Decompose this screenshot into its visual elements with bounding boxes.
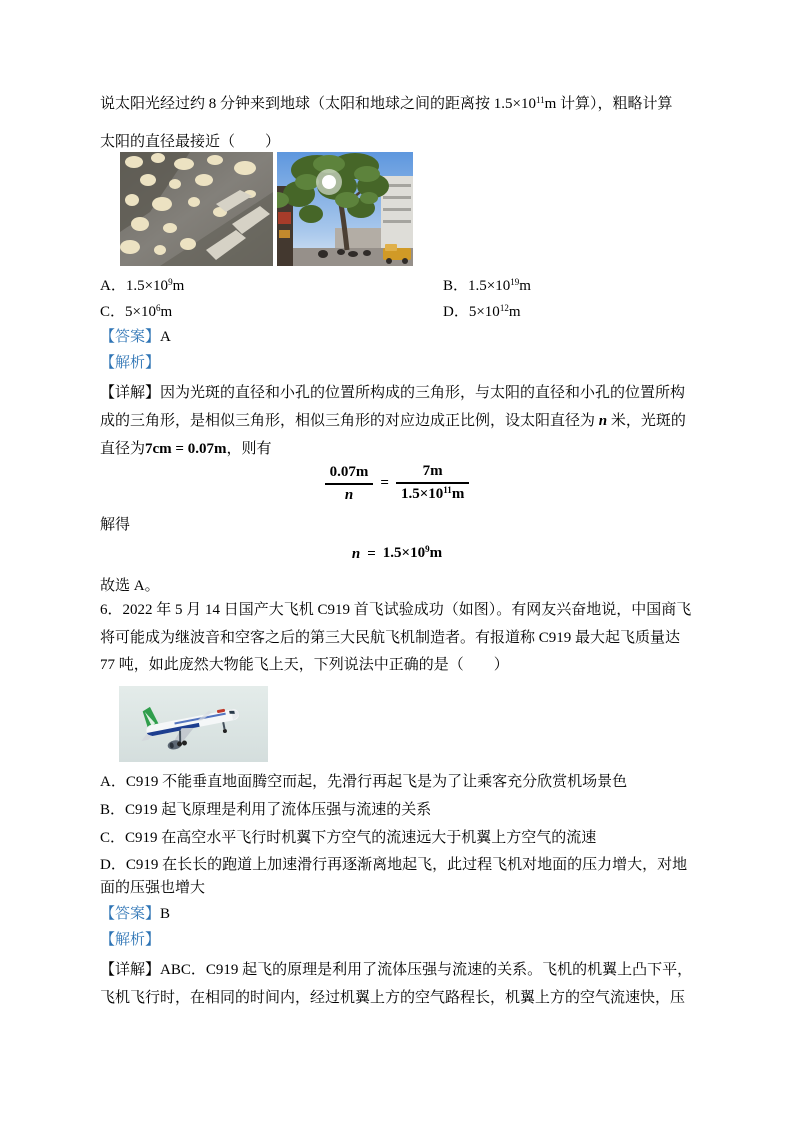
fraction-right-denominator: $1.5\times 10^{11}m$ <box>400 485 465 502</box>
q5-detail-line3 <box>100 440 271 459</box>
q6-option-c: C．C919 在高空水平飞行时机翼下方空气的流速远大于机翼上方空气的流速 <box>100 830 597 846</box>
q6-detail-line2: 飞机飞行时，在相同的时间内，经过机翼上方的空气路程长，机翼上方的空气流速快，压 <box>100 990 686 1006</box>
fraction-left-numerator: 0.07m <box>325 463 374 485</box>
q5-option-a <box>100 277 184 297</box>
q5-stem-exponent: 11 <box>535 95 545 105</box>
q5-option-d-label: D． <box>443 304 469 320</box>
q5-option-b-exponent: 19 <box>510 277 520 287</box>
q6-option-b: B．C919 起飞原理是利用了流体压强与流速的关系 <box>100 802 432 818</box>
q5-detail-text4: 直径为 <box>100 441 146 457</box>
q5-option-a-label: A． <box>100 278 126 294</box>
q5-detail-line2 <box>100 412 686 431</box>
q6-stem-line2: 将可能成为继波音和空客之后的第三大民航飞机制造者。有报道称 C919 最大起飞质量达 <box>100 630 681 646</box>
q6-stem-line3: 77 吨，如此庞然大物能飞上天，下列说法中正确的是（ ） <box>100 657 509 673</box>
answer-label: 【答案】 <box>100 329 161 345</box>
analysis-label: 【解析】 <box>100 355 161 371</box>
tree-with-sunlight-photo <box>277 152 413 266</box>
q5-solve-text: 解得 <box>100 517 131 533</box>
q6-detail-text1: ABC．C919 起飞的原理是利用了流体压强与流速的关系。飞机的机翼上凸下平， <box>160 962 693 978</box>
equals-sign-2: = <box>367 545 376 562</box>
q5-analysis-line <box>100 354 160 373</box>
sunlight-spots-illustration <box>120 152 273 266</box>
q5-option-a-value: 1.5×10 <box>125 278 169 294</box>
q5-option-d-unit: m <box>508 304 521 320</box>
q6-answer-value: B <box>160 906 171 922</box>
q5-detail-bold-value: 7cm = 0.07m <box>145 441 227 457</box>
q5-option-b-value: 1.5×10 <box>468 278 511 294</box>
q5-stem-text: 说太阳光经过约 8 分钟来到地球（太阳和地球之间的距离按 1.5×10 <box>100 96 536 112</box>
fraction-left <box>325 463 374 505</box>
q6-option-a: A．C919 不能垂直地面腾空而起，先滑行再起飞是为了让乘客充分欣赏机场景色 <box>100 774 628 790</box>
q5-conclusion: 故选 A。 <box>100 578 160 594</box>
q5-stem-line1 <box>100 95 673 115</box>
q5-detail-line1 <box>100 384 685 403</box>
fraction-left-denominator: n <box>344 486 354 503</box>
q5-option-c <box>100 303 172 323</box>
q5-option-b-unit: m <box>519 278 531 294</box>
q6-detail-line1 <box>100 961 692 980</box>
q5-option-c-exponent: 6 <box>155 303 161 313</box>
sunlight-spots-on-ground-photo <box>120 152 273 266</box>
q5-answer-value: A <box>160 329 171 345</box>
q5-option-d-exponent: 12 <box>499 303 509 313</box>
detail-label: 【详解】 <box>100 385 161 401</box>
q6-answer-line <box>100 905 170 924</box>
q5-stem-text-2: m 计算），粗略计算 <box>544 96 673 112</box>
equals-sign: = <box>380 475 389 491</box>
q5-formula-result <box>100 544 694 564</box>
fraction-right <box>396 462 469 505</box>
q5-answer-line <box>100 328 171 347</box>
q6-option-d-line1: D．C919 在长长的跑道上加速滑行再逐渐离地起飞，此过程飞机对地面的压力增大，对地 <box>100 857 688 873</box>
q5-option-c-unit: m <box>160 304 173 320</box>
q5-option-c-value: 5×10 <box>125 304 156 320</box>
c919-airplane-photo <box>119 686 268 762</box>
q6-analysis-line <box>100 931 160 950</box>
q5-option-d-value: 5×10 <box>468 304 500 320</box>
detail-label-2: 【详解】 <box>100 962 161 978</box>
q6-option-d-line2: 面的压强也增大 <box>100 880 206 896</box>
analysis-label-2: 【解析】 <box>100 932 161 948</box>
q5-detail-variable-n: n <box>598 413 608 429</box>
q5-detail-text5: ，则有 <box>226 441 272 457</box>
q5-detail-text2: 成的三角形，是相似三角形，相似三角形的对应边成正比例，设太阳直径为 <box>100 413 596 429</box>
tree-sun-illustration <box>277 152 413 266</box>
fraction-right-numerator: 7m <box>396 462 469 484</box>
q6-stem-line1: 6．2022 年 5 月 14 日国产大飞机 C919 首飞试验成功（如图）。有网友兴奋地说，中国商飞 <box>100 602 692 618</box>
q5-stem-line2: 太阳的直径最接近（ ） <box>100 134 281 150</box>
q5-formula-proportion <box>100 462 694 505</box>
q5-detail-text1: 因为光斑的直径和小孔的位置所构成的三角形，与太阳的直径和小孔的位置所构 <box>160 385 686 401</box>
result-value: $1.5\times 10^9m$ <box>382 544 443 561</box>
q5-option-a-exponent: 9 <box>168 277 173 287</box>
q5-option-d <box>443 303 520 323</box>
answer-label-2: 【答案】 <box>100 906 161 922</box>
q5-option-c-label: C． <box>100 304 126 320</box>
q5-option-a-unit: m <box>172 278 185 294</box>
q5-option-b-label: B． <box>443 278 469 294</box>
q5-detail-text3: 米，光斑的 <box>610 413 686 429</box>
result-variable-n: n <box>351 545 361 562</box>
q5-option-b <box>443 277 531 297</box>
c919-airplane-illustration <box>119 686 268 762</box>
